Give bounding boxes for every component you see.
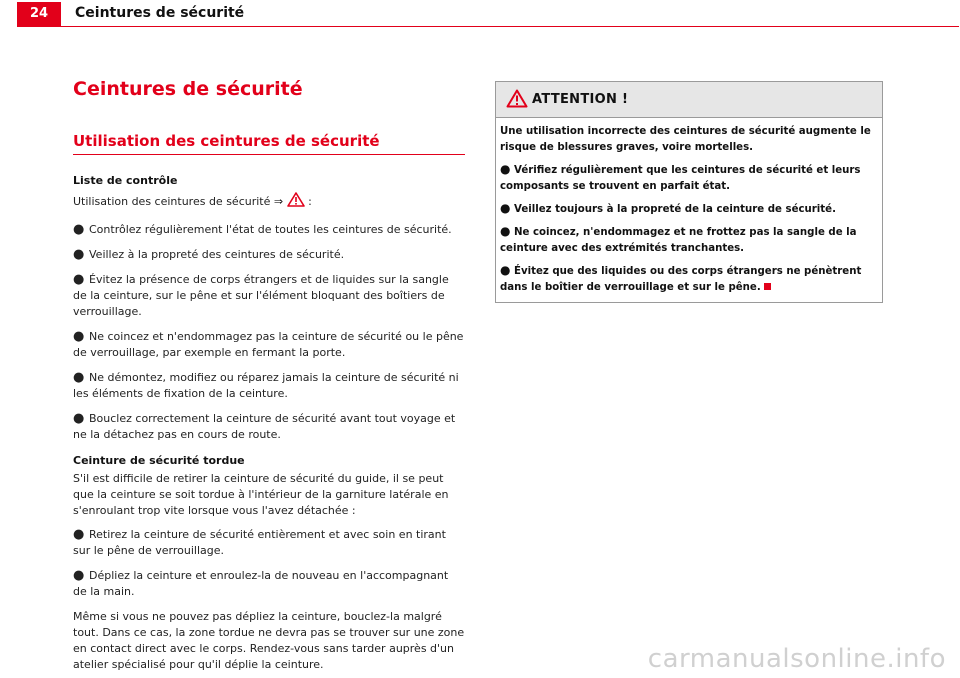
list-item [73, 222, 465, 238]
attention-item-text: Ne coincez, n'endommagez et ne frottez pas la sangle de la ceinture avec des extrémités tranchantes. [500, 227, 857, 254]
main-content [73, 76, 465, 673]
list-item [73, 527, 465, 559]
bullet-icon: ● [73, 411, 85, 426]
header-title: Ceintures de sécurité [75, 5, 245, 21]
bullet-icon: ● [73, 247, 85, 262]
bullet-icon: ● [500, 263, 511, 277]
attention-header [496, 82, 882, 118]
bullet-icon: ● [73, 222, 85, 237]
list-item [73, 247, 465, 263]
bullet-icon: ● [73, 568, 85, 583]
attention-item-text: Veillez toujours à la propreté de la ceinture de sécurité. [514, 204, 836, 215]
list-item-text: Contrôlez régulièrement l'état de toutes les ceintures de sécurité. [89, 223, 452, 236]
bullet-icon: ● [73, 527, 85, 542]
list-item [73, 329, 465, 361]
attention-title: ATTENTION ! [532, 92, 629, 107]
warning-triangle-icon[interactable] [287, 192, 305, 212]
attention-item [500, 262, 878, 296]
list-item [73, 272, 465, 320]
list-item-text: Évitez la présence de corps étrangers et de liquides sur la sangle de la ceinture, sur le pêne et sur l'élément bloquant des boîtiers de verrouillage. [73, 273, 449, 318]
list-item-text: Bouclez correctement la ceinture de sécurité avant tout voyage et ne la détachez pas en cours de route. [73, 412, 456, 441]
list-item-text: Ne coincez et n'endommagez pas la ceinture de sécurité ou le pêne de verrouillage, par exemple en fermant la porte. [73, 330, 464, 359]
attention-item [500, 223, 878, 257]
list-item-text: Retirez la ceinture de sécurité entièrement et avec soin en tirant sur le pêne de verrouillage. [73, 528, 446, 557]
attention-item-text: Évitez que des liquides ou des corps étrangers ne pénètrent dans le boîtier de verrouillage et sur le pêne. [500, 266, 862, 293]
attention-intro: Une utilisation incorrecte des ceintures de sécurité augmente le risque de blessures graves, voire mortelles. [500, 126, 871, 153]
page-header [0, 0, 960, 27]
list-item [73, 568, 465, 600]
page-title: Ceintures de sécurité [73, 78, 303, 100]
twisted-heading: Ceinture de sécurité tordue [73, 454, 245, 467]
attention-item [500, 200, 878, 218]
list-item [73, 370, 465, 402]
attention-body [496, 118, 882, 302]
list-item-text: Veillez à la propreté des ceintures de sécurité. [89, 248, 345, 261]
list-item-text: Ne démontez, modifiez ou réparez jamais la ceinture de sécurité ni les éléments de fixation de la ceinture. [73, 371, 459, 400]
attention-item-text: Vérifiez régulièrement que les ceintures de sécurité et leurs composants se trouvent en parfait état. [500, 165, 861, 192]
bullet-icon: ● [500, 201, 511, 215]
end-marker-icon [764, 283, 771, 290]
attention-item [500, 161, 878, 195]
bullet-icon: ● [73, 329, 85, 344]
closing-paragraph: Même si vous ne pouvez pas dépliez la ceinture, bouclez-la malgré tout. Dans ce cas, la zone tordue ne devra pas se trouver sur une zone en contact direct avec le corps. Rendez-vous sans tarder auprès d'un atelier spécialisé pour qu'il déplie la ceinture. [73, 610, 465, 671]
checklist-intro-suffix: : [308, 195, 312, 208]
warning-triangle-icon [506, 89, 528, 112]
checklist-heading: Liste de contrôle [73, 174, 178, 187]
bullet-icon: ● [73, 272, 85, 287]
checklist-intro-text: Utilisation des ceintures de sécurité ⇒ [73, 195, 284, 208]
list-item [73, 411, 465, 443]
watermark: carmanualsonline.info [647, 644, 946, 674]
twisted-intro: S'il est difficile de retirer la ceinture de sécurité du guide, il se peut que la ceinture se soit tordue à l'intérieur de la garniture latérale en s'enroulant trop vite lorsque vous l'avez détachée : [73, 472, 449, 517]
bullet-icon: ● [500, 162, 511, 176]
attention-box [495, 81, 883, 303]
header-divider [17, 26, 959, 27]
list-item-text: Dépliez la ceinture et enroulez-la de nouveau en l'accompagnant de la main. [73, 569, 449, 598]
checklist-intro [73, 192, 465, 212]
page-number: 24 [17, 2, 61, 26]
bullet-icon: ● [500, 224, 511, 238]
bullet-icon: ● [73, 370, 85, 385]
section-title: Utilisation des ceintures de sécurité [73, 131, 465, 155]
